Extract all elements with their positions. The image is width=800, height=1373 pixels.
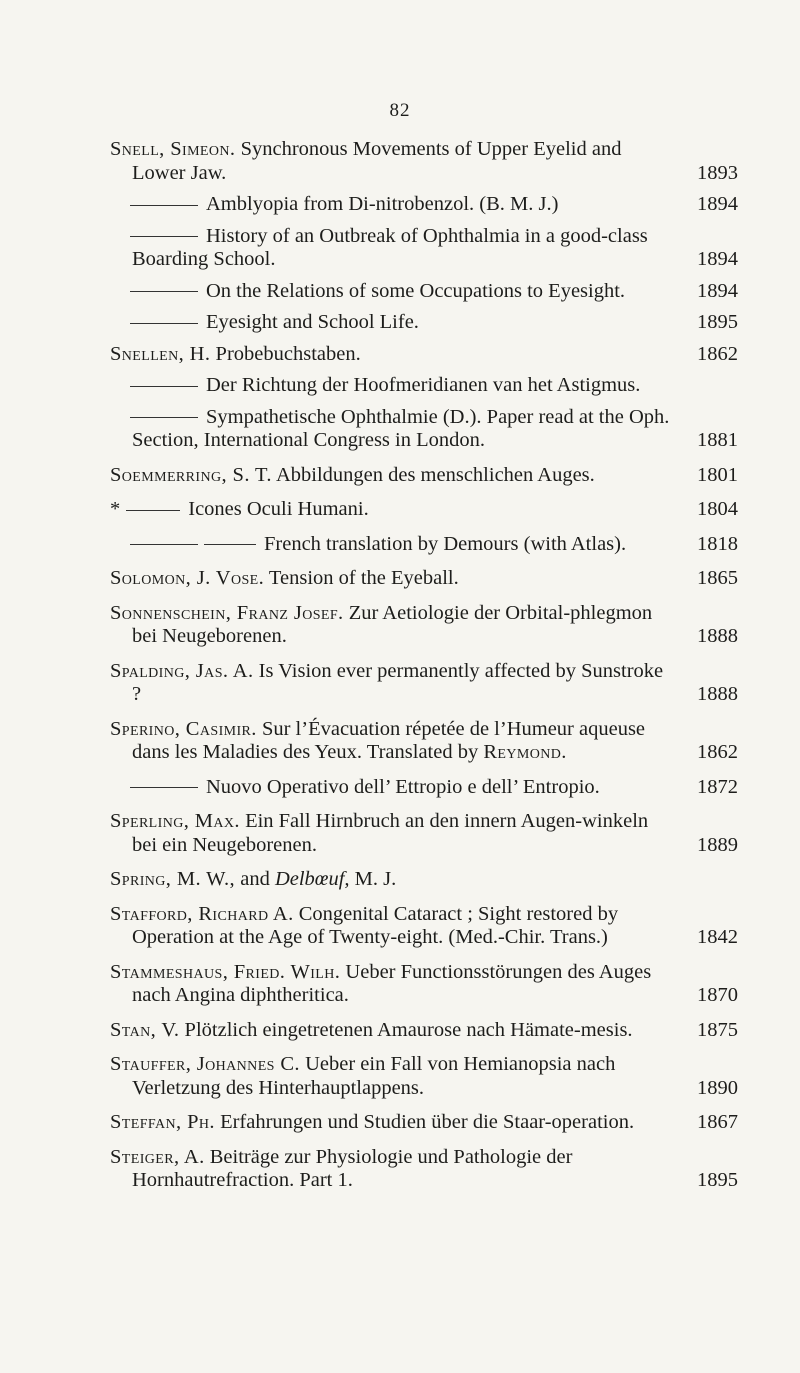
title: Tension of the Eyeball. bbox=[268, 567, 459, 589]
title-post: M. J. bbox=[354, 868, 397, 890]
year: 1872 bbox=[697, 775, 738, 798]
ditto-dash bbox=[130, 323, 198, 324]
author: Stauffer, Johannes C. bbox=[110, 1053, 300, 1075]
entry-soemmerring-french bbox=[110, 533, 738, 557]
entry-sperino-evacuation bbox=[110, 718, 738, 765]
year: 1804 bbox=[697, 498, 738, 520]
entry-snellen-richtung bbox=[110, 374, 738, 398]
title: History of an Outbreak of Ophthalmia in a good-class Boarding School. bbox=[132, 224, 648, 270]
asterisk-marker: * bbox=[110, 498, 121, 520]
title: Eyesight and School Life. bbox=[206, 311, 419, 333]
year: 1893 bbox=[697, 161, 738, 184]
entry-soemmerring-icones bbox=[110, 498, 738, 522]
ditto-dash bbox=[126, 510, 180, 511]
entry-stan-amaurose bbox=[110, 1019, 738, 1043]
entry-steffan-staaroperation bbox=[110, 1111, 738, 1135]
entry-stammeshaus-functionsstoerungen bbox=[110, 961, 738, 1008]
title: Sympathetische Ophthalmie (D.). Paper read at the Oph. Section, International Congress in London. bbox=[132, 405, 670, 451]
year: 1894 bbox=[697, 248, 738, 270]
title: Ein Fall Hirnbruch an den innern Augen-winkeln bei ein Neugeborenen. bbox=[132, 810, 649, 856]
year: 1889 bbox=[697, 833, 738, 856]
year: 1894 bbox=[697, 193, 738, 215]
entry-sperling-hirnbruch bbox=[110, 810, 738, 857]
translator: Reymond. bbox=[483, 741, 567, 763]
author: Steiger, A. bbox=[110, 1145, 205, 1168]
year: 1818 bbox=[697, 532, 738, 555]
year: 1895 bbox=[697, 1169, 738, 1191]
author: Sperling, Max. bbox=[110, 810, 240, 832]
year: 1865 bbox=[697, 567, 738, 589]
year: 1842 bbox=[697, 926, 738, 948]
author: Soemmerring, S. T. bbox=[110, 463, 272, 486]
entry-snell-history bbox=[110, 225, 738, 272]
year: 1890 bbox=[697, 1076, 738, 1099]
author: Snell, Simeon. bbox=[110, 138, 236, 160]
title: Is Vision ever permanently affected by Sunstroke ? bbox=[132, 659, 664, 705]
title: Abbildungen des menschlichen Auges. bbox=[275, 463, 595, 486]
entry-snell-synchronous bbox=[110, 138, 738, 185]
title: Erfahrungen und Studien über die Staar-operation. bbox=[220, 1111, 635, 1133]
title: Synchronous Movements of Upper Eyelid and Lower Jaw. bbox=[132, 138, 622, 184]
year: 1875 bbox=[697, 1018, 738, 1041]
title: Ueber ein Fall von Hemianopsia nach Verletzung des Hinterhauptlappens. bbox=[132, 1053, 616, 1099]
title: Sur l’Évacuation répetée de l’Humeur aqueuse dans les Maladies des Yeux. Translated by bbox=[132, 717, 646, 763]
ditto-dash bbox=[130, 787, 198, 788]
ditto-dash bbox=[130, 417, 198, 418]
year: 1888 bbox=[697, 625, 738, 647]
year: 1881 bbox=[697, 429, 738, 451]
author: Spring, M. W., bbox=[110, 868, 236, 890]
entry-spalding-sunstroke bbox=[110, 660, 738, 707]
author: Stammeshaus, Fried. Wilh. bbox=[110, 960, 341, 983]
title: French translation by Demours (with Atlas). bbox=[264, 532, 627, 555]
entry-snell-amblyopia bbox=[110, 193, 738, 217]
title-italic: Delbœuf, bbox=[274, 868, 350, 890]
title: Amblyopia from Di-nitrobenzol. (B. M. J.) bbox=[206, 193, 559, 215]
title: Probebuchstaben. bbox=[215, 342, 361, 365]
year: 1801 bbox=[697, 463, 738, 486]
year: 1867 bbox=[697, 1111, 738, 1133]
entry-snell-eyesight bbox=[110, 311, 738, 335]
title: Ueber Functionsstörungen des Auges nach Angina diphtheritica. bbox=[132, 960, 652, 1006]
title: Nuovo Operativo dell’ Ettropio e dell’ Entropio. bbox=[206, 775, 600, 798]
entry-snellen-sympathetische bbox=[110, 406, 738, 453]
entry-sonnenschein-aetiologie bbox=[110, 602, 738, 649]
title: Der Richtung der Hoofmeridianen van het Astigmus. bbox=[206, 374, 641, 396]
year: 1894 bbox=[697, 279, 738, 302]
entry-soemmerring-abbildungen bbox=[110, 464, 738, 488]
author: Spalding, Jas. A. bbox=[110, 659, 254, 682]
title: Beiträge zur Physiologie und Pathologie der Hornhautrefraction. Part 1. bbox=[132, 1145, 573, 1191]
entry-stauffer-hemianopsia bbox=[110, 1053, 738, 1100]
title: Congenital Cataract ; Sight restored by Operation at the Age of Twenty-eight. (Med.-Chir. Trans.) bbox=[132, 902, 619, 948]
entry-stafford-cataract bbox=[110, 903, 738, 950]
author: Snellen, H. bbox=[110, 342, 211, 365]
author: Solomon, J. Vose. bbox=[110, 567, 265, 589]
ditto-dash bbox=[130, 386, 198, 387]
ditto-dash bbox=[130, 236, 198, 237]
page-number: 82 bbox=[389, 100, 411, 121]
entry-steiger-hornhautrefraction bbox=[110, 1146, 738, 1193]
year: 1895 bbox=[697, 311, 738, 333]
author: Sperino, Casimir. bbox=[110, 717, 257, 740]
title: Zur Aetiologie der Orbital-phlegmon bei Neugeborenen. bbox=[132, 601, 653, 647]
entry-spring-delboeuf bbox=[110, 868, 738, 892]
ditto-dash-second bbox=[204, 544, 256, 545]
bibliography-list bbox=[110, 138, 738, 1193]
entry-snell-relations bbox=[110, 280, 738, 304]
ditto-dash bbox=[130, 291, 198, 292]
title-pre: and bbox=[240, 868, 270, 890]
entry-snellen-probebuchstaben bbox=[110, 343, 738, 367]
title: Plötzlich eingetretenen Amaurose nach Hämate-mesis. bbox=[184, 1018, 633, 1041]
year: 1888 bbox=[697, 683, 738, 705]
title: On the Relations of some Occupations to Eyesight. bbox=[206, 279, 626, 302]
ditto-dash bbox=[130, 544, 198, 545]
author: Stan, V. bbox=[110, 1018, 180, 1041]
ditto-dash bbox=[130, 205, 198, 206]
year: 1870 bbox=[697, 984, 738, 1006]
year: 1862 bbox=[697, 741, 738, 763]
author: Steffan, Ph. bbox=[110, 1111, 215, 1133]
entry-sperino-nuovo bbox=[110, 776, 738, 800]
year: 1862 bbox=[697, 342, 738, 365]
author: Sonnenschein, Franz Josef. bbox=[110, 601, 344, 624]
entry-solomon-tension bbox=[110, 567, 738, 591]
title: Icones Oculi Humani. bbox=[188, 498, 369, 520]
author: Stafford, Richard A. bbox=[110, 902, 294, 925]
